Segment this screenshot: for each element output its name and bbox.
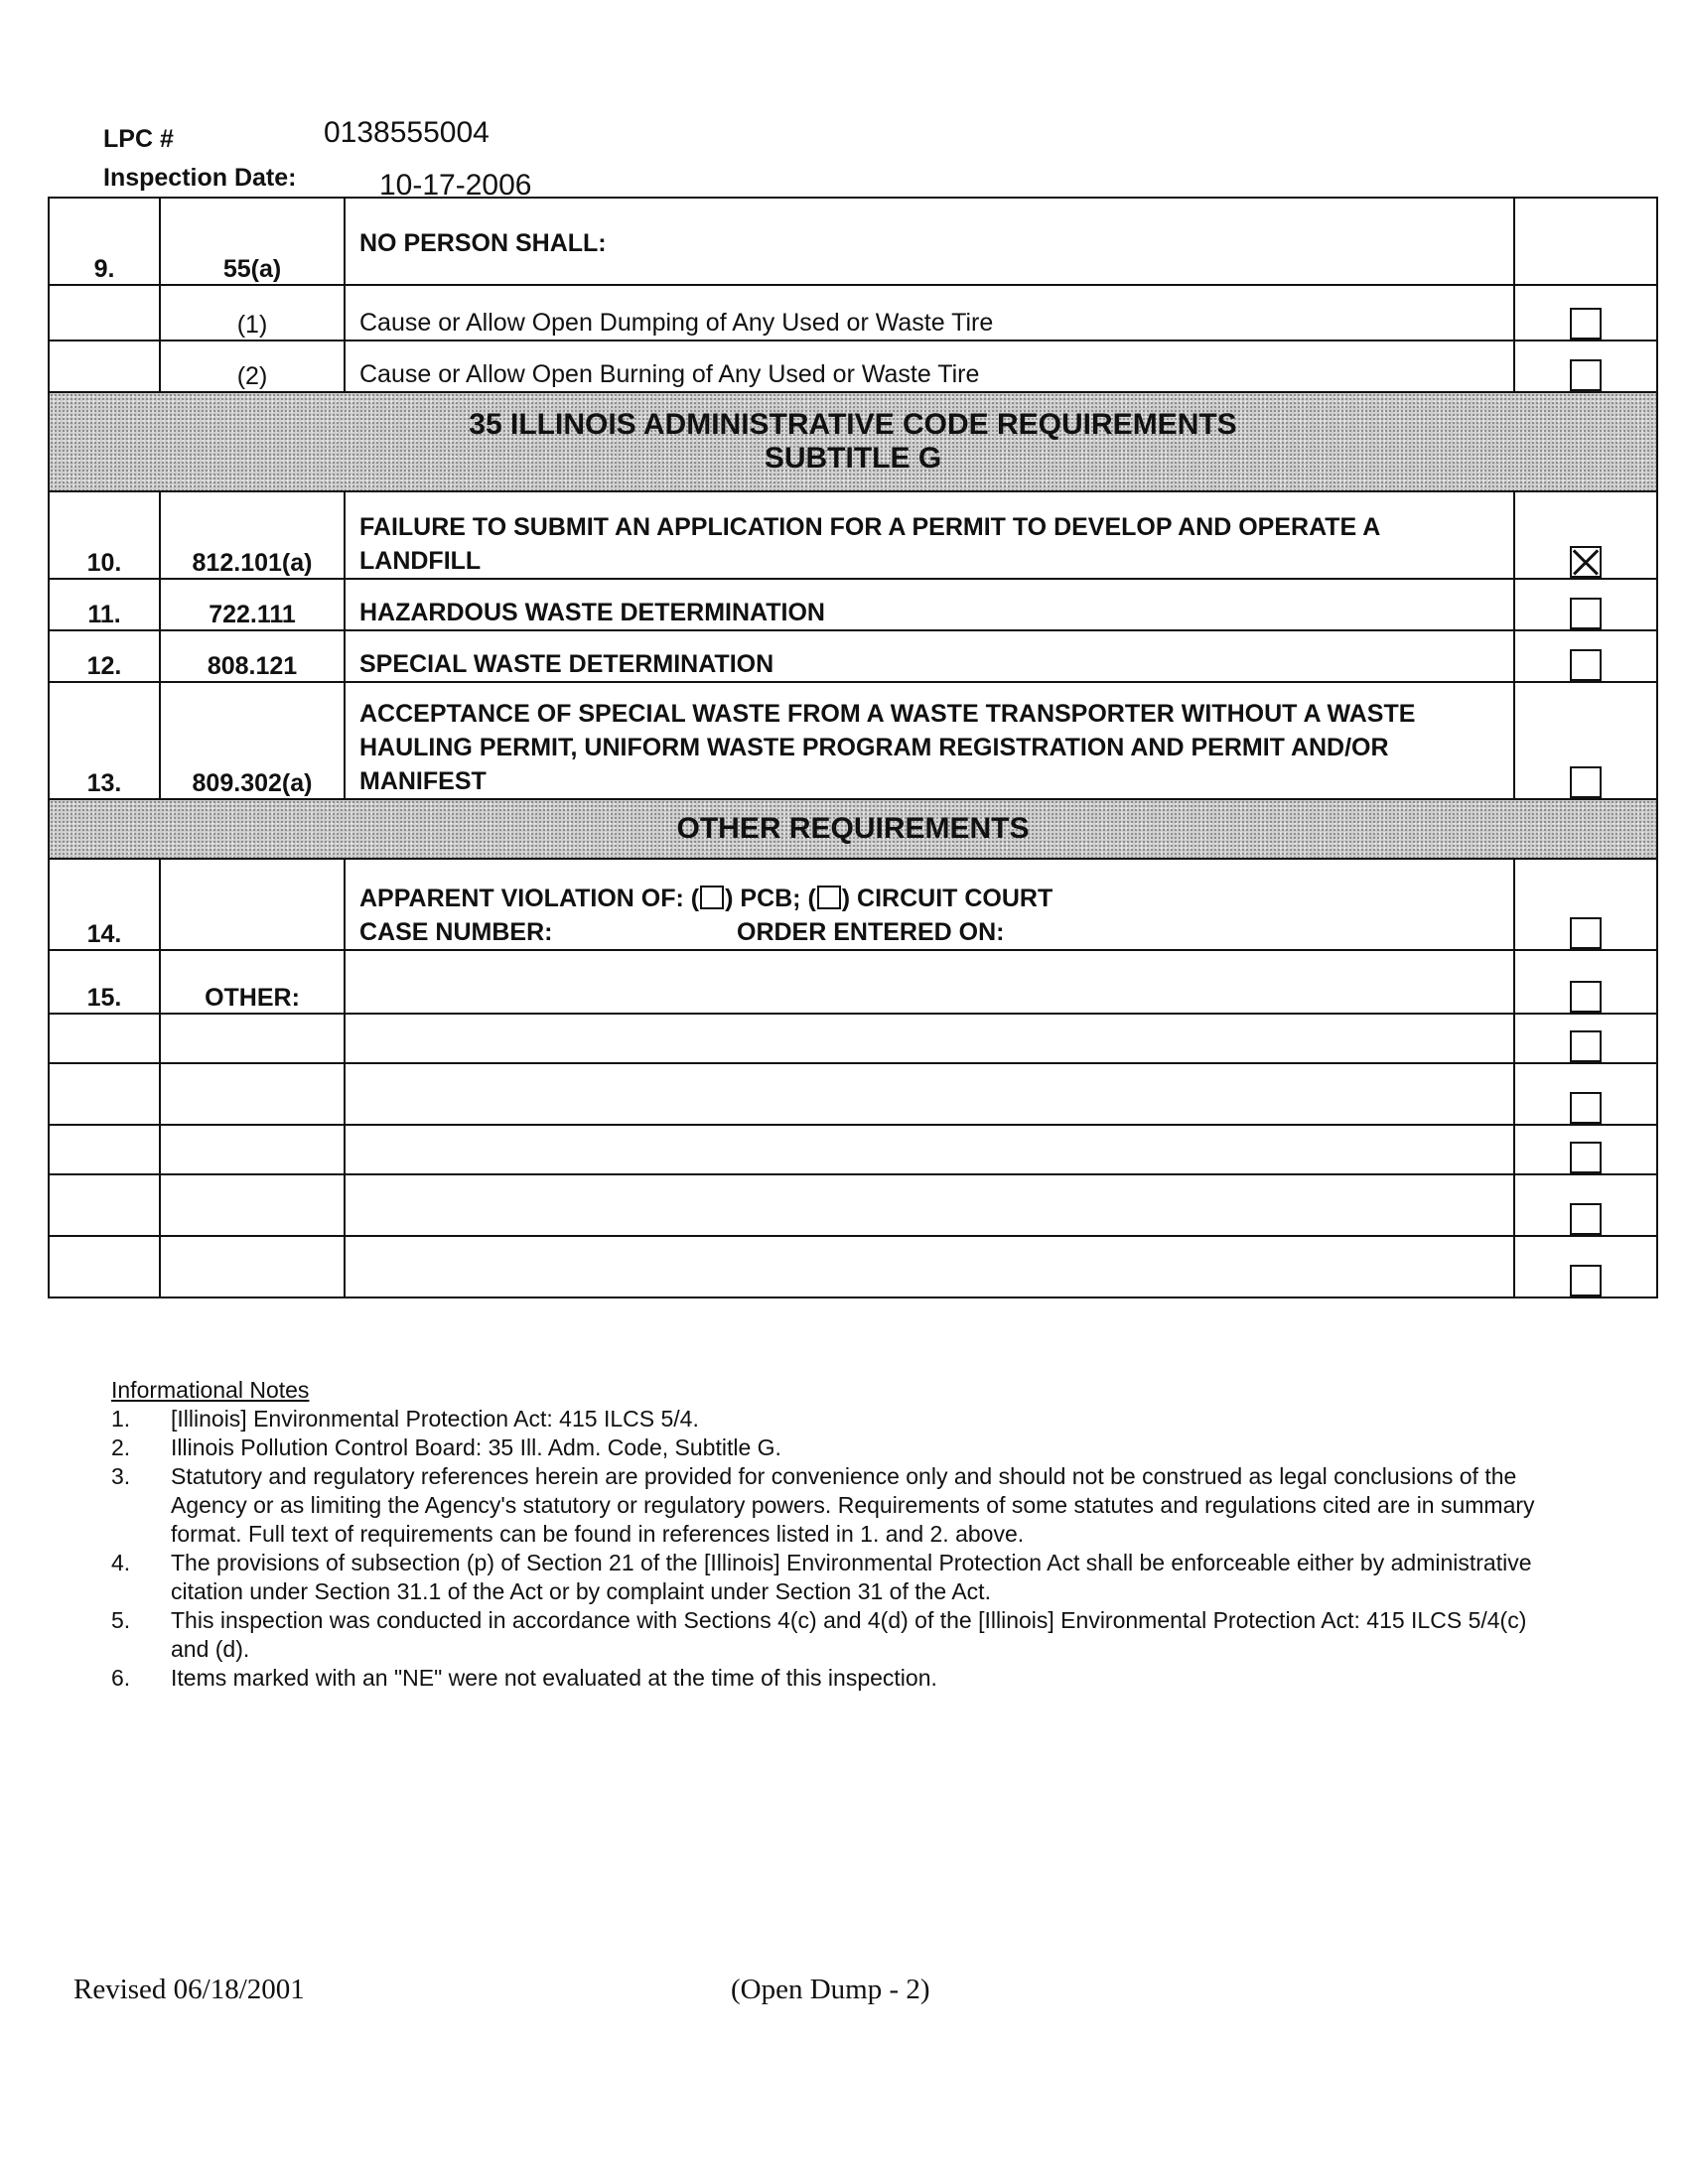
section-band-cell — [49, 392, 1657, 491]
table-row — [49, 579, 1657, 630]
requirement-text — [345, 859, 1514, 950]
violation-checkbox[interactable] — [1570, 917, 1602, 949]
violation-checkbox[interactable] — [1570, 1092, 1602, 1124]
other-text-field[interactable] — [345, 1236, 1514, 1297]
note-text: Statutory and regulatory references herein are provided for convenience only and should not be construed as legal conclusions of the Agency or as limiting the Agency's statutory or regulatory powers. Requirements of some statutes and regulations cited are in summary format. Full text of requirements can be found in references listed in 1. and 2. above. — [171, 1463, 1535, 1547]
violation-checkbox[interactable] — [1570, 308, 1602, 340]
blank-cell — [160, 1063, 345, 1125]
violation-checkbox[interactable] — [1570, 1142, 1602, 1173]
requirement-text: NO PERSON SHALL: — [345, 198, 1514, 285]
blank-cell — [49, 1174, 160, 1236]
note-number: 4. — [111, 1550, 131, 1575]
violation-checkbox[interactable] — [1570, 649, 1602, 681]
blank-cell — [49, 1125, 160, 1174]
citation — [160, 859, 345, 950]
violation-checkbox[interactable] — [1570, 766, 1602, 798]
page-label: (Open Dump - 2) — [731, 1974, 930, 2005]
check-cell — [1514, 1236, 1657, 1297]
table-row — [49, 1174, 1657, 1236]
order-entered-label: ORDER ENTERED ON: — [737, 918, 1005, 946]
note-item — [111, 1664, 1541, 1693]
blank-cell — [49, 1236, 160, 1297]
requirement-text: Cause or Allow Open Burning of Any Used or Waste Tire — [345, 341, 1514, 392]
pcb-label: ) PCB; ( — [725, 885, 816, 912]
table-row — [49, 285, 1657, 341]
violation-checkbox[interactable] — [1570, 1203, 1602, 1235]
row-number: 9. — [49, 198, 160, 285]
inspection-checklist-table — [48, 197, 1658, 1298]
other-text-field[interactable] — [345, 1174, 1514, 1236]
section-band-admin-code — [49, 392, 1657, 491]
check-cell — [1514, 950, 1657, 1014]
note-number: 6. — [111, 1665, 131, 1691]
other-text-field[interactable] — [345, 1014, 1514, 1063]
note-item — [111, 1405, 1541, 1433]
row-number: 13. — [49, 682, 160, 799]
row-number: 12. — [49, 630, 160, 682]
revision-date: Revised 06/18/2001 — [73, 1974, 305, 2005]
circuit-court-checkbox[interactable] — [817, 886, 841, 909]
violation-checkbox[interactable] — [1570, 359, 1602, 391]
note-number: 3. — [111, 1463, 131, 1489]
case-line — [359, 915, 1499, 949]
lpc-number: 0138555004 — [324, 116, 490, 149]
check-cell — [1514, 630, 1657, 682]
violation-checkbox-checked[interactable] — [1570, 546, 1602, 578]
row-number: 14. — [49, 859, 160, 950]
violation-checkbox[interactable] — [1570, 1030, 1602, 1062]
requirement-text: FAILURE TO SUBMIT AN APPLICATION FOR A PERMIT TO DEVELOP AND OPERATE A LANDFILL — [345, 491, 1514, 579]
circuit-court-label: ) CIRCUIT COURT — [841, 885, 1053, 912]
violation-checkbox[interactable] — [1570, 981, 1602, 1013]
note-number: 2. — [111, 1434, 131, 1460]
note-text: This inspection was conducted in accordance with Sections 4(c) and 4(d) of the [Illinois] Environmental Protection Act: 415 ILCS 5/4(c) and (d). — [171, 1607, 1527, 1662]
notes-title: Informational Notes — [111, 1377, 310, 1403]
table-row — [49, 630, 1657, 682]
blank-cell — [160, 1236, 345, 1297]
check-cell — [1514, 579, 1657, 630]
row-number: 11. — [49, 579, 160, 630]
blank-cell — [49, 1063, 160, 1125]
lpc-label: LPC # — [103, 125, 174, 153]
apparent-violation-label: APPARENT VIOLATION OF: ( — [359, 885, 700, 912]
table-row — [49, 341, 1657, 392]
note-item — [111, 1606, 1541, 1664]
check-cell — [1514, 1063, 1657, 1125]
note-item — [111, 1549, 1541, 1606]
citation: 722.111 — [160, 579, 345, 630]
pcb-checkbox[interactable] — [700, 886, 724, 909]
citation: (1) — [160, 285, 345, 341]
table-row — [49, 491, 1657, 579]
blank-cell — [160, 1174, 345, 1236]
citation: 55(a) — [160, 198, 345, 285]
note-text: The provisions of subsection (p) of Section 21 of the [Illinois] Environmental Protection Act shall be enforceable either by administrative citation under Section 31.1 of the Act or by complaint under Section 31 of the Act. — [171, 1550, 1532, 1604]
requirement-text: Cause or Allow Open Dumping of Any Used or Waste Tire — [345, 285, 1514, 341]
check-cell — [1514, 1174, 1657, 1236]
requirement-text: HAZARDOUS WASTE DETERMINATION — [345, 579, 1514, 630]
other-text-field[interactable] — [345, 1125, 1514, 1174]
apparent-violation-line — [359, 882, 1499, 915]
case-number-label: CASE NUMBER: — [359, 918, 553, 946]
blank-cell — [160, 1125, 345, 1174]
informational-notes — [111, 1376, 1541, 1693]
check-cell — [1514, 859, 1657, 950]
table-row — [49, 1236, 1657, 1297]
requirement-text: ACCEPTANCE OF SPECIAL WASTE FROM A WASTE TRANSPORTER WITHOUT A WASTE HAULING PERMIT, UNIFORM WASTE PROGRAM REGISTRATION AND PERMIT AND/OR MANIFEST — [345, 682, 1514, 799]
note-text: [Illinois] Environmental Protection Act: 415 ILCS 5/4. — [171, 1406, 699, 1432]
check-cell — [1514, 1014, 1657, 1063]
table-row — [49, 1014, 1657, 1063]
check-cell — [1514, 682, 1657, 799]
row-number: 15. — [49, 950, 160, 1014]
inspection-date-label: Inspection Date: — [103, 164, 297, 192]
citation: 812.101(a) — [160, 491, 345, 579]
note-number: 1. — [111, 1406, 131, 1432]
citation: OTHER: — [160, 950, 345, 1014]
row-number — [49, 341, 160, 392]
note-item — [111, 1433, 1541, 1462]
check-cell — [1514, 1125, 1657, 1174]
other-text-field[interactable] — [345, 1063, 1514, 1125]
note-number: 5. — [111, 1607, 131, 1633]
section-title: 35 ILLINOIS ADMINISTRATIVE CODE REQUIREMENTS — [469, 408, 1237, 441]
requirement-text: SPECIAL WASTE DETERMINATION — [345, 630, 1514, 682]
row-number — [49, 285, 160, 341]
violation-checkbox[interactable] — [1570, 598, 1602, 629]
other-text-field[interactable] — [345, 950, 1514, 1014]
violation-checkbox[interactable] — [1570, 1265, 1602, 1297]
table-row — [49, 1125, 1657, 1174]
table-row — [49, 682, 1657, 799]
check-cell — [1514, 491, 1657, 579]
note-item — [111, 1462, 1541, 1549]
table-row — [49, 950, 1657, 1014]
section-title: OTHER REQUIREMENTS — [49, 799, 1657, 859]
table-row — [49, 1063, 1657, 1125]
check-cell — [1514, 341, 1657, 392]
citation: 809.302(a) — [160, 682, 345, 799]
check-cell — [1514, 198, 1657, 285]
table-row — [49, 859, 1657, 950]
row-number: 10. — [49, 491, 160, 579]
note-text: Items marked with an "NE" were not evaluated at the time of this inspection. — [171, 1665, 937, 1691]
blank-cell — [160, 1014, 345, 1063]
check-cell — [1514, 285, 1657, 341]
section-subtitle: SUBTITLE G — [764, 442, 942, 475]
blank-cell — [49, 1014, 160, 1063]
citation: (2) — [160, 341, 345, 392]
inspection-date-value: 10-17-2006 — [379, 169, 532, 202]
note-text: Illinois Pollution Control Board: 35 Ill. Adm. Code, Subtitle G. — [171, 1434, 781, 1460]
citation: 808.121 — [160, 630, 345, 682]
section-band-other — [49, 799, 1657, 859]
table-row — [49, 198, 1657, 285]
